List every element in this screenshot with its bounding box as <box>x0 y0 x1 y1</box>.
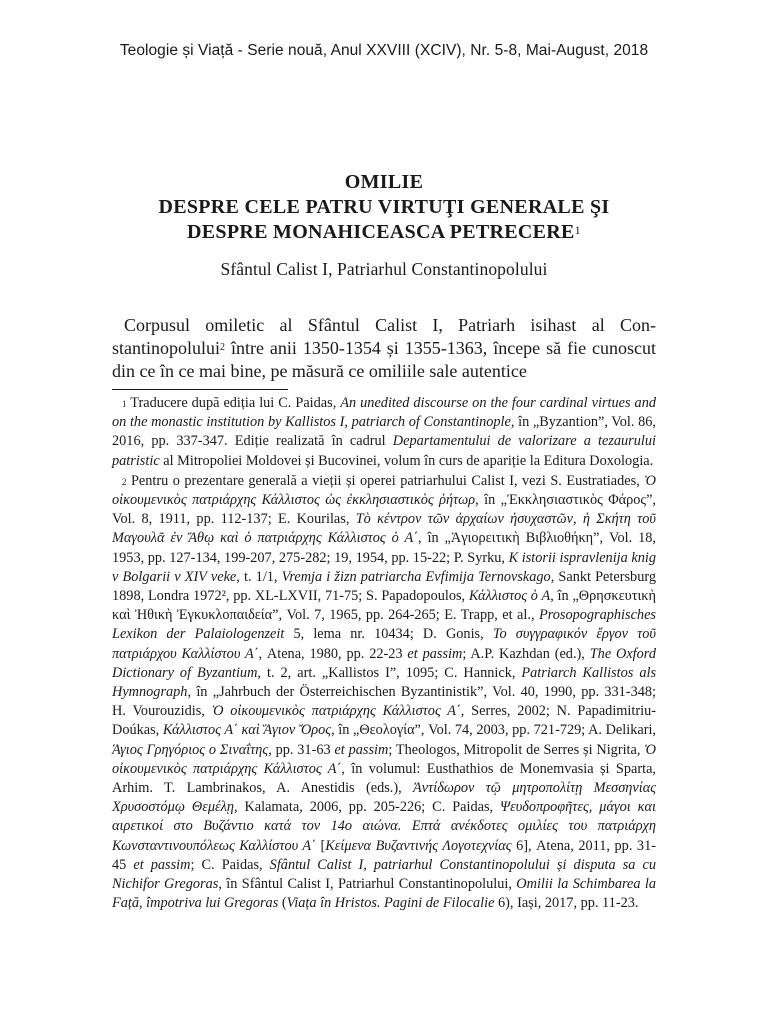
footnote-number: 2 <box>122 476 127 487</box>
title-line-2: DESPRE CELE PATRU VIRTUŢI GENERALE ŞI <box>158 196 610 218</box>
italic-text: Patriarch Kallistos als Hymnograph <box>112 664 657 701</box>
footnotes <box>112 394 656 914</box>
text-run: Traducere după ediția lui C. Paidas, <box>126 395 341 411</box>
text-run: , Kalamata, 2006, pp. 205-226; C. Paidas, <box>233 799 501 816</box>
text-run: , în „Ἐκκλησιαστικὸς Φάρος”, Vol. 8, 1911, pp. 112-137; E. Kourilas, <box>112 492 656 528</box>
italic-text: K istorii ispravlenija knig v Bolgarii v XIV veke <box>112 549 656 585</box>
footnote-2 <box>112 472 656 914</box>
text-run: , t. 2, art. „Kallistos I”, 1095; C. Hannick, <box>257 664 522 681</box>
italic-text: Vremja i žizn patriarcha Evfimija Ternovskago <box>281 568 551 585</box>
italic-text: Ψευδοπροφῆτες, μάγοι και αιρετικοί στο Βυζάντιο κατά τον 14ο αιώνα. Επτά ανέκδοτες ομιλίες του πατριάρχη Κωνσταντινουπόλεως Καλλίστου Α΄ <box>112 799 657 854</box>
text-run: 6], Atena, 2011, pp. 31-45 <box>112 837 656 873</box>
italic-text: The Oxford Dictionary of Byzantium <box>112 645 656 681</box>
italic-text: Omilii la Schimbarea la Față, împotriva lui Gregoras <box>112 876 656 912</box>
text-run: , pp. 31-63 <box>268 741 335 758</box>
text-run: , în Sfântul Calist I, Patriarhul Constantinopolului, <box>218 876 517 893</box>
title-line-3 <box>0 220 768 245</box>
italic-text: et passim <box>133 856 191 873</box>
text-run: 6), Iași, 2017, pp. 11-23. <box>494 895 639 912</box>
italic-text: et passim <box>334 741 389 758</box>
footnote-ref-1[interactable]: 1 <box>574 223 581 237</box>
footnote-number: 1 <box>122 399 127 409</box>
text-run: , în „Θρησκευτικὴ καὶ Ἠθικὴ Ἐγκυκλοπαιδεία”, Vol. 7, 1965, pp. 264-265; E. Trapp, et al., <box>112 588 656 624</box>
italic-text: Prosopographisches Lexikon der Palaiologenzeit <box>112 607 656 643</box>
footnote-ref[interactable]: 2 <box>220 342 225 353</box>
running-head: Teologie și Viață - Serie nouă, Anul XXVIII (XCIV), Nr. 5-8, Mai-August, 2018 <box>119 42 649 59</box>
text-run: ; A.P. Kazhdan (ed.), <box>462 645 590 662</box>
italic-text: Κάλλιστος ὁ Α <box>468 588 551 605</box>
footnote-1 <box>112 394 656 471</box>
italic-text: et passim <box>407 645 463 662</box>
title-line-3-text: DESPRE MONAHICEASCA PETRECERE <box>187 221 575 243</box>
italic-text: Ὁ οἰκουμενικὸς πατριάρχης Κάλλιστος Α΄ <box>112 741 656 777</box>
text-run: , în „Jahrbuch der Österreichischen Byzantinistik”, Vol. 40, 1990, pp. 331-348; H. Vourouzidis, <box>112 684 656 720</box>
text-run: , Serres, 2002; N. Papadimitriu-Doúkas, <box>112 703 656 739</box>
text-run: , în „Θεολογία”, Vol. 74, 2003, pp. 721-729; A. Delikari, <box>331 722 657 739</box>
italic-text: Ὁ οἰκουμενικὸς πατριάρχης Κάλλιστος Α΄ <box>211 703 461 720</box>
article-title <box>0 170 768 245</box>
italic-text: An unedited discourse on the four cardinal virtues and on the monastic institution by Kallistos I, patriarch of Constantinople <box>112 395 656 431</box>
italic-text: Άγιος Γρηγόριος ο Σιναΐτης <box>112 741 269 758</box>
italic-text: Sfântul Calist I, patriarhul Constantinopolului și disputa sa cu Nichifor Gregoras <box>112 856 656 893</box>
text-run: Corpusul omiletic al Sfântul Calist I, Patriarh isihast al Constantinopolului <box>112 315 656 358</box>
text-run: ; Theologos, Mitropolit de Serres și Nigrita, <box>388 741 645 758</box>
text-run: 5, lema nr. 10434; D. Gonis, <box>284 626 493 643</box>
text-run: , în „Byzantion”, Vol. 86, 2016, pp. 337-347. Ediție realizată în cadrul <box>112 414 657 450</box>
italic-text: Ὁ οἰκουμενικὸς πατριάρχης Κάλλιστος ὡς ἐκκλησιαστικὸς ῥήτωρ <box>112 472 656 509</box>
text-run: , t. 1/1, <box>236 568 282 585</box>
text-run: ( <box>278 895 287 912</box>
italic-text: Κάλλιστος Α΄ καὶ Ἅγιον Ὄρος <box>162 722 332 739</box>
text-run: ; C. Paidas, <box>190 856 270 873</box>
article-author: Sfântul Calist I, Patriarhul Constantinopolului <box>220 259 548 279</box>
italic-text: Κείμενα Βυζαντινής Λογοτεχνίας <box>325 837 512 854</box>
text-run: , în volumul: Eusthathios de Monemvasia și Sparta, Arhim. T. Lambrinakos, A. Anestidis (eds.), <box>112 760 656 797</box>
title-line-1: OMILIE <box>344 171 424 193</box>
italic-text: Ἀντίδωρον τῷ μητροπολίτῃ Μεσσηνίας Χρυσοστόμῳ Θεμέλῃ <box>112 780 657 816</box>
footnote-separator <box>112 389 288 390</box>
text-run: [ <box>315 837 326 854</box>
text-run: între anii 1350-1354 și 1355-1363, începe să fie cunoscut din ce în ce mai bine, pe măsură ce omiliile sale autentice <box>112 338 656 381</box>
text-run: , în „Ἁγιορειτικὴ Βιβλιοθήκη”, Vol. 18, 1953, pp. 127-134, 199-207, 275-282; 19, 1954, pp. 15-22; P. Syrku, <box>112 530 656 566</box>
italic-text: Viața în Hristos. Pagini de Filocalie <box>286 895 495 912</box>
text-run: Pentru o prezentare generală a vieții și operei patriarhului Calist I, vezi S. Eustratiades, <box>126 472 645 489</box>
text-run: , Atena, 1980, pp. 22-23 <box>258 645 408 662</box>
italic-text: Το συγγραφικόν ἔργον τοῦ πατριάρχου Καλλίστου Α΄ <box>112 626 656 662</box>
italic-text: Τὸ κέντρον τῶν ἀρχαίων ἡσυχαστῶν, ἡ Σκήτη τοῦ Μαγουλᾶ ἐν Ἄθῳ καὶ ὁ πατριάρχης Κάλλιστος ὁ Α΄ <box>112 511 656 547</box>
body-paragraph <box>112 314 656 383</box>
text-run: , Sankt Petersburg 1898, Londra 1972², pp. XL-LXVII, 71-75; S. Papadopoulos, <box>112 568 656 605</box>
text-run: al Mitropoliei Moldovei și Bucovinei, volum în curs de apariție la Editura Doxologia. <box>159 452 654 469</box>
italic-text: Departamentului de valorizare a tezaurului patristic <box>112 433 656 469</box>
